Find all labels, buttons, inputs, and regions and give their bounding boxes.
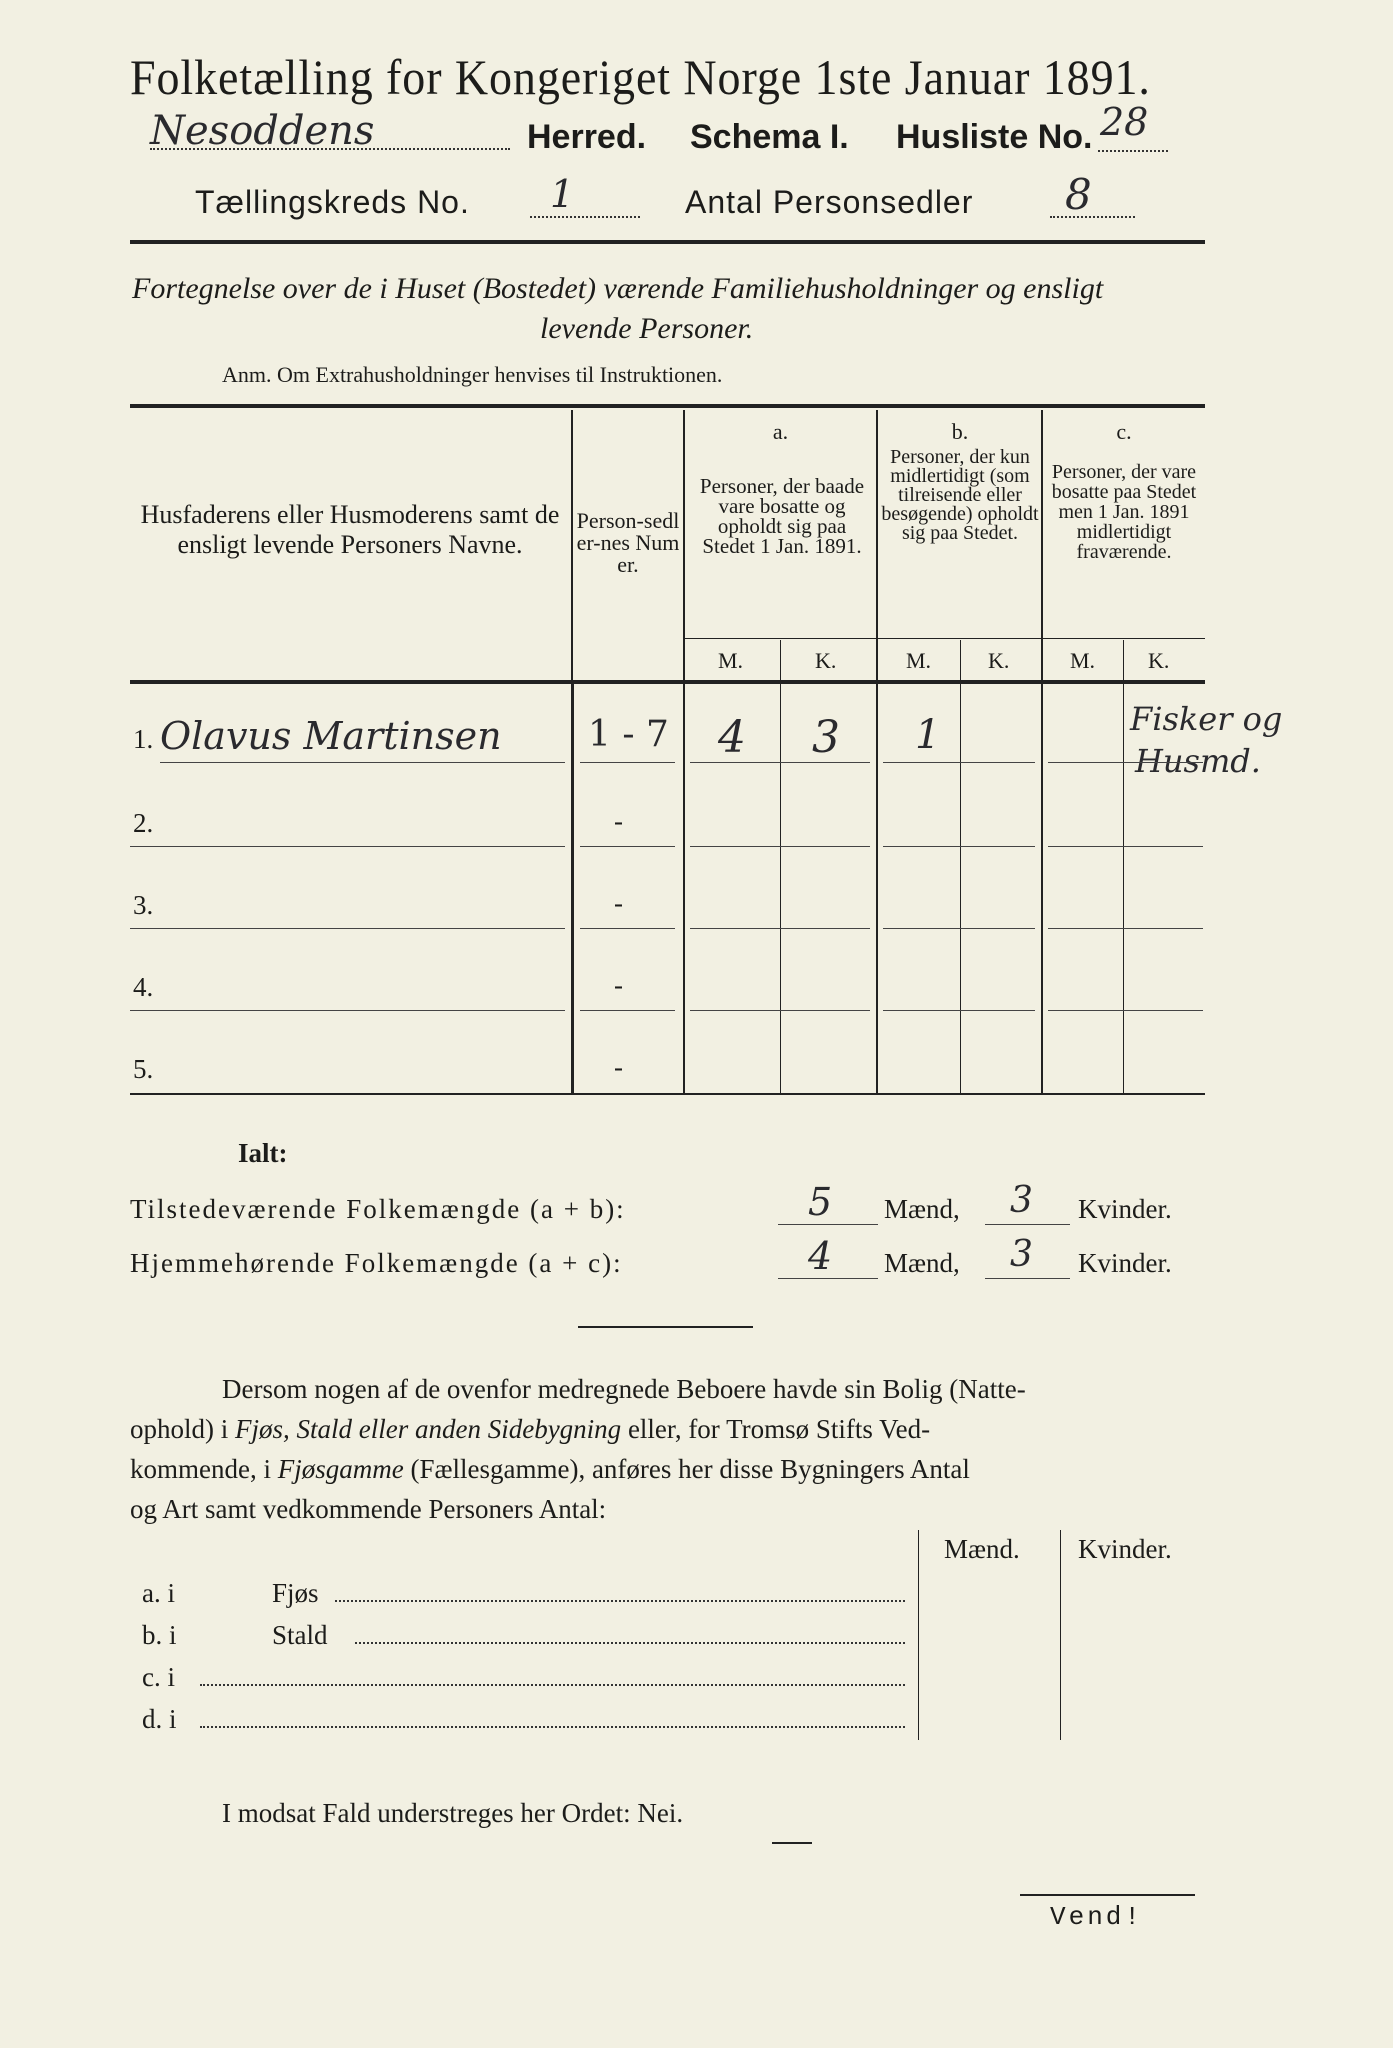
col-b-m: M.: [906, 648, 932, 673]
row-4-name-line: [130, 1010, 565, 1011]
col-divider-a-mk: [780, 640, 781, 1094]
row-4-b-line: [883, 1010, 1035, 1011]
hjemme-kvinder-line: [985, 1278, 1070, 1279]
table-header-rule: [130, 680, 1205, 684]
intro-line-2: levende Personer.: [540, 312, 754, 345]
buildings-para-3c: (Fællesgamme), anføres her disse Bygningers Antal: [403, 1454, 970, 1484]
building-row-d-line: [200, 1726, 905, 1728]
col-a-k: K.: [815, 648, 837, 673]
row-2-b-line: [883, 846, 1035, 847]
hjemme-kvinder-label: Kvinder.: [1078, 1248, 1172, 1278]
row-1-name-line: [160, 762, 565, 763]
col-b-letter: b.: [951, 419, 969, 444]
col-divider-c-mk: [1123, 640, 1124, 1094]
row-1-a-line: [690, 762, 870, 763]
building-row-c-letter: c. i: [142, 1662, 175, 1692]
row-1-number: 1.: [133, 724, 154, 754]
row-1-note-2: Husmd.: [1135, 742, 1261, 780]
col-a-m: M.: [718, 648, 744, 673]
tilstede-kvinder-label: Kvinder.: [1078, 1194, 1172, 1224]
row-3-c-line: [1048, 928, 1203, 929]
row-4-a-line: [690, 1010, 870, 1011]
tilstede-maend-label: Mænd,: [884, 1194, 960, 1224]
col-divider-2-header: [683, 410, 685, 682]
kreds-value: 1: [550, 172, 575, 216]
col-divider-b-mk: [960, 640, 961, 1094]
row-5-number: 5.: [133, 1054, 154, 1084]
building-row-a-label: Fjøs: [272, 1578, 319, 1608]
row-2-name-line: [130, 846, 565, 847]
header-rule: [130, 240, 1205, 244]
row-4-numer-line: [580, 1010, 675, 1011]
buildings-col-divider-2: [1060, 1530, 1061, 1740]
col-divider-2: [683, 684, 685, 1094]
col-b-k: K.: [988, 648, 1010, 673]
row-4-numer: -: [614, 970, 623, 1000]
row-2-numer: -: [614, 806, 623, 836]
tilstede-maend-line: [778, 1224, 878, 1225]
row-1-note-1: Fisker og: [1130, 700, 1283, 738]
husliste-dotted-line: [1098, 150, 1168, 152]
row-3-name-line: [130, 928, 565, 929]
hjemme-maend-value: 4: [808, 1234, 833, 1278]
building-row-d-letter: d. i: [142, 1704, 177, 1734]
personsedler-label: Antal Personsedler: [685, 184, 974, 220]
row-1-b-m: 1: [915, 712, 941, 758]
tilstede-label: Tilstedeværende Folkemængde (a + b):: [130, 1194, 626, 1224]
schema-label: Schema I.: [690, 118, 849, 156]
buildings-col-maend: Mænd.: [944, 1534, 1020, 1564]
row-4-number: 4.: [133, 972, 154, 1002]
personsedler-dotted-line: [1050, 216, 1135, 218]
col-header-a: Personer, der baade vare bosatte og opholdt sig paa Stedet 1 Jan. 1891.: [699, 474, 865, 558]
building-row-a-line: [335, 1600, 905, 1602]
tilstede-kvinder-line: [985, 1224, 1070, 1225]
row-1-c-line: [1048, 762, 1203, 763]
tilstede-kvinder-value: 3: [1010, 1180, 1033, 1221]
vend-text: Vend!: [1050, 1902, 1144, 1932]
buildings-para-2: [130, 1414, 930, 1445]
col-c-m: M.: [1070, 648, 1096, 673]
buildings-para-2c: eller, for Tromsø Stifts Ved-: [621, 1414, 931, 1444]
vend-rule: [1020, 1894, 1195, 1896]
col-divider-4: [1041, 684, 1043, 1094]
hjemme-kvinder-value: 3: [1010, 1234, 1033, 1275]
row-1-b-line: [883, 762, 1035, 763]
intro-line-1: Fortegnelse over de i Huset (Bostedet) værende Familiehusholdninger og ensligt: [132, 272, 1104, 305]
herred-value: Nesoddens: [150, 108, 375, 154]
col-header-names: Husfaderens eller Husmoderens samt de ensligt levende Personers Navne.: [140, 500, 560, 559]
row-4-c-line: [1048, 1010, 1203, 1011]
col-divider-3: [876, 684, 878, 1094]
buildings-para-3b: Fjøsgamme: [277, 1454, 404, 1484]
kreds-label: Tællingskreds No.: [195, 184, 470, 220]
hjemme-label: Hjemmehørende Folkemængde (a + c):: [130, 1248, 623, 1278]
row-3-number: 3.: [133, 890, 154, 920]
col-a-letter: a.: [772, 419, 789, 444]
row-1-a-k: 3: [812, 712, 840, 763]
row-2-c-line: [1048, 846, 1203, 847]
row-2-numer-line: [580, 846, 675, 847]
building-row-b-label: Stald: [272, 1620, 328, 1650]
row-1-name: Olavus Martinsen: [160, 714, 502, 758]
buildings-para-2a: ophold) i: [130, 1414, 235, 1444]
col-divider-1: [571, 684, 574, 1094]
modsat-text: I modsat Fald understreges her Ordet: Nei.: [222, 1798, 684, 1828]
table-top-rule: [130, 404, 1205, 408]
form-title: Folketælling for Kongeriget Norge 1ste Januar 1891.: [130, 49, 1151, 105]
row-3-numer-line: [580, 928, 675, 929]
personsedler-value: 8: [1065, 170, 1092, 219]
col-c-letter: c.: [1116, 419, 1132, 444]
husliste-label: Husliste No.: [896, 118, 1093, 156]
anm-note: Anm. Om Extrahusholdninger henvises til Instruktionen.: [222, 362, 723, 387]
buildings-col-divider-1: [918, 1530, 919, 1740]
buildings-para-1: Dersom nogen af de ovenfor medregnede Beboere havde sin Bolig (Natte-: [222, 1374, 1026, 1404]
buildings-para-2b: Fjøs, Stald eller anden Sidebygning: [235, 1414, 622, 1444]
col-header-c: Personer, der vare bosatte paa Stedet men 1 Jan. 1891 midlertidigt fraværende.: [1051, 461, 1197, 563]
husliste-value: 28: [1100, 100, 1149, 144]
row-1-numer: 1 - 7: [588, 714, 669, 755]
ialt-label: Ialt:: [238, 1138, 288, 1168]
col-c-k: K.: [1148, 648, 1170, 673]
buildings-para-3a: kommende, i: [130, 1454, 278, 1484]
buildings-para-4: og Art samt vedkommende Personers Antal:: [130, 1494, 607, 1524]
buildings-col-kvinder: Kvinder.: [1078, 1534, 1172, 1564]
table-bottom-rule: [130, 1093, 1205, 1095]
herred-dotted-line: [150, 148, 510, 150]
section-divider: [578, 1326, 753, 1328]
row-3-a-line: [690, 928, 870, 929]
row-2-a-line: [690, 846, 870, 847]
hjemme-maend-line: [778, 1278, 878, 1279]
row-3-b-line: [883, 928, 1035, 929]
tilstede-maend-value: 5: [808, 1180, 833, 1224]
col-divider-3-header: [876, 410, 878, 682]
col-divider-1-header: [571, 410, 573, 682]
nei-underline: [772, 1842, 812, 1844]
buildings-para-3: [130, 1454, 970, 1485]
building-row-b-line: [355, 1642, 905, 1644]
building-row-b-letter: b. i: [142, 1620, 177, 1650]
col-divider-4-header: [1041, 410, 1043, 682]
row-5-numer: -: [614, 1052, 623, 1082]
col-header-b: Personer, der kun midlertidigt (som tilreisende eller besøgende) opholdt sig paa Stedet.: [881, 446, 1039, 544]
row-2-number: 2.: [133, 808, 154, 838]
building-row-c-line: [200, 1684, 905, 1686]
hjemme-maend-label: Mænd,: [884, 1248, 960, 1278]
row-3-numer: -: [614, 888, 623, 918]
herred-label: Herred.: [527, 118, 647, 156]
building-row-a-letter: a. i: [142, 1578, 175, 1608]
mk-subheader-rule: [685, 638, 1205, 639]
kreds-dotted-line: [530, 216, 640, 218]
row-1-numer-line: [580, 762, 675, 763]
row-1-a-m: 4: [718, 712, 746, 763]
col-header-numer: Person-sedler-nes Numer.: [576, 508, 680, 577]
